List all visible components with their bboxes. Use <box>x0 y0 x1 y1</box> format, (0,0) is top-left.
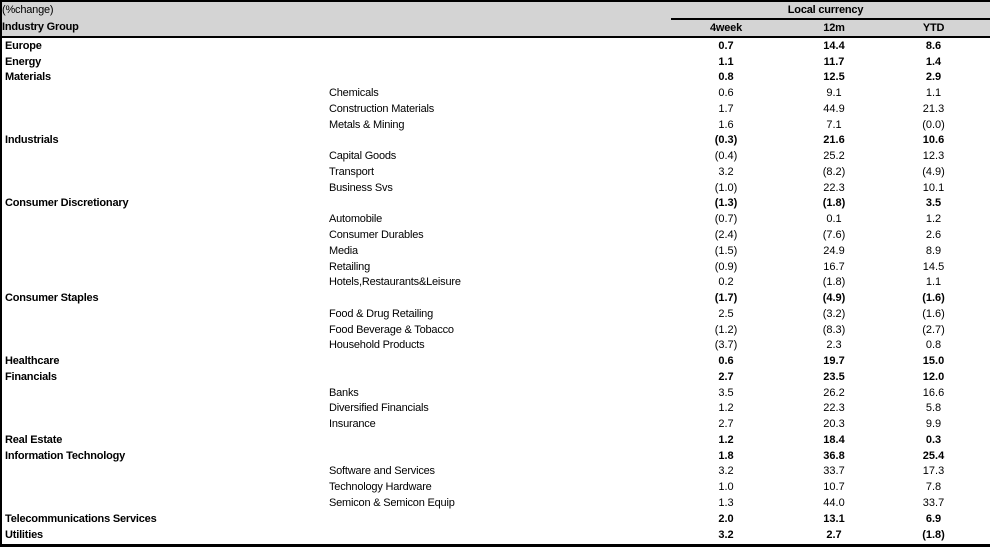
industry-group-cell: Consumer Discretionary <box>5 197 129 210</box>
sub-industry-cell: Technology Hardware <box>329 481 432 494</box>
value-cell-4week: 1.0 <box>718 481 734 494</box>
value-cell-12m: 0.1 <box>826 213 842 226</box>
sub-industry-cell <box>328 511 671 527</box>
value-cell-12m: (8.2) <box>822 165 846 178</box>
sub-industry-cell: Food Beverage & Tobacco <box>329 323 454 336</box>
value-cell-12m: 22.3 <box>823 181 845 194</box>
value-cell-ytd: 8.9 <box>925 244 942 257</box>
value-cell-4week: 1.7 <box>718 102 734 115</box>
value-cell-4week: 3.5 <box>718 386 734 399</box>
table-row <box>1 275 990 291</box>
value-cell-4week: 0.6 <box>718 355 734 368</box>
value-cell-12m: 14.4 <box>823 39 845 52</box>
value-cell-ytd: 0.3 <box>925 433 942 446</box>
table-row <box>1 511 990 527</box>
table-row <box>1 117 990 133</box>
value-cell-12m: 24.9 <box>823 244 845 257</box>
value-cell-12m: (3.2) <box>822 307 846 320</box>
table-row <box>1 259 990 275</box>
value-cell-ytd: 16.6 <box>922 386 945 399</box>
industry-group-cell <box>1 102 328 118</box>
value-cell-4week: (0.9) <box>714 260 738 273</box>
value-cell-ytd: 1.1 <box>925 276 942 289</box>
industry-group-cell <box>1 322 328 338</box>
local-currency-header: Local currency <box>671 1 990 19</box>
industry-group-cell <box>1 117 328 133</box>
value-cell-12m: 22.3 <box>823 402 845 415</box>
value-cell-ytd: 5.8 <box>925 402 942 415</box>
table-row <box>1 196 990 212</box>
value-cell-ytd: 1.2 <box>925 213 942 226</box>
value-cell-4week: (1.3) <box>714 197 738 210</box>
value-cell-ytd: 3.5 <box>925 197 942 210</box>
value-cell-4week: (0.7) <box>714 213 738 226</box>
value-cell-ytd: 33.7 <box>922 497 945 510</box>
industry-group-cell: Information Technology <box>5 449 126 462</box>
table-row <box>1 54 990 70</box>
value-cell-ytd: 12.3 <box>922 150 945 163</box>
value-cell-12m: (8.3) <box>822 323 846 336</box>
table-row <box>1 243 990 259</box>
sub-industry-cell: Hotels,Restaurants&Leisure <box>329 276 461 289</box>
value-cell-12m: 10.7 <box>823 481 845 494</box>
industry-group-cell <box>1 243 328 259</box>
sub-industry-cell: Capital Goods <box>329 150 397 163</box>
value-cell-4week: 1.6 <box>718 118 734 131</box>
industry-group-cell <box>1 385 328 401</box>
value-cell-4week: (0.3) <box>714 134 738 147</box>
sub-industry-cell <box>328 196 671 212</box>
column-header-12m: 12m <box>781 19 887 37</box>
value-cell-4week: 1.8 <box>718 449 734 462</box>
industry-group-cell <box>1 86 328 102</box>
value-cell-ytd: (1.6) <box>922 307 945 320</box>
value-cell-ytd: (1.8) <box>922 529 945 542</box>
industry-group-cell: Energy <box>5 55 42 68</box>
sub-industry-cell <box>328 354 671 370</box>
value-cell-4week: 2.7 <box>718 418 734 431</box>
value-cell-4week: 1.3 <box>718 497 734 510</box>
table-row <box>1 165 990 181</box>
value-cell-ytd: 10.6 <box>922 134 945 147</box>
value-cell-12m: 23.5 <box>823 370 845 383</box>
percent-change-label: (%change) <box>1 1 671 19</box>
value-cell-ytd: (4.9) <box>922 165 945 178</box>
value-cell-4week: 2.0 <box>718 512 734 525</box>
value-cell-4week: 0.8 <box>718 71 734 84</box>
industry-group-cell: Telecommunications Services <box>5 512 157 525</box>
value-cell-12m: 20.3 <box>823 418 845 431</box>
industry-group-cell <box>1 464 328 480</box>
table-row <box>1 228 990 244</box>
sub-industry-cell <box>328 527 671 545</box>
table-row <box>1 496 990 512</box>
table-row <box>1 385 990 401</box>
sub-industry-cell <box>328 70 671 86</box>
table-body <box>1 37 990 546</box>
sub-industry-cell <box>328 370 671 386</box>
industry-group-cell <box>1 180 328 196</box>
industry-group-cell <box>1 149 328 165</box>
table-row <box>1 180 990 196</box>
value-cell-12m: (7.6) <box>822 229 846 241</box>
industry-group-cell <box>1 496 328 512</box>
table-row <box>1 417 990 433</box>
table-row <box>1 102 990 118</box>
value-cell-ytd: 6.9 <box>925 512 942 525</box>
sub-industry-cell: Household Products <box>329 339 425 352</box>
industry-group-cell <box>1 212 328 228</box>
value-cell-12m: 36.8 <box>823 449 845 462</box>
value-cell-12m: (1.8) <box>822 276 846 289</box>
sub-industry-cell: Software and Services <box>329 465 435 478</box>
value-cell-12m: 7.1 <box>826 118 842 131</box>
value-cell-12m: 13.1 <box>823 512 845 525</box>
industry-group-cell <box>1 417 328 433</box>
industry-group-cell <box>1 401 328 417</box>
table-row <box>1 86 990 102</box>
value-cell-ytd: 8.6 <box>925 39 942 52</box>
industry-group-cell <box>1 275 328 291</box>
value-cell-4week: (3.7) <box>714 339 738 352</box>
sub-industry-cell: Media <box>329 244 358 257</box>
value-cell-12m: 2.3 <box>826 339 842 352</box>
value-cell-ytd: 1.4 <box>925 55 942 68</box>
value-cell-12m: 25.2 <box>823 150 845 163</box>
value-cell-4week: 0.7 <box>718 39 734 52</box>
table-row <box>1 37 990 54</box>
value-cell-4week: (0.4) <box>714 150 738 163</box>
table-row <box>1 133 990 149</box>
value-cell-4week: 1.2 <box>718 433 734 446</box>
table-row <box>1 306 990 322</box>
sub-industry-cell: Insurance <box>329 418 376 431</box>
value-cell-ytd: 0.8 <box>925 339 942 352</box>
header-row-top <box>1 1 990 19</box>
header-row-columns <box>1 19 990 37</box>
value-cell-ytd: (2.7) <box>922 323 945 336</box>
sub-industry-cell: Retailing <box>329 260 371 273</box>
sub-industry-cell: Metals & Mining <box>329 118 405 131</box>
value-cell-12m: (1.8) <box>822 197 846 210</box>
industry-group-cell: Consumer Staples <box>5 292 99 305</box>
sub-industry-cell: Construction Materials <box>329 102 435 115</box>
table-row <box>1 149 990 165</box>
industry-group-cell: Europe <box>5 39 42 52</box>
value-cell-ytd: 1.1 <box>925 87 942 100</box>
value-cell-12m: 11.7 <box>823 55 845 68</box>
table-row <box>1 291 990 307</box>
industry-group-cell <box>1 165 328 181</box>
value-cell-4week: (1.7) <box>714 292 738 305</box>
sub-industry-cell: Chemicals <box>329 87 379 100</box>
value-cell-12m: 2.7 <box>826 529 842 542</box>
table-row <box>1 401 990 417</box>
value-cell-4week: 1.1 <box>718 55 734 68</box>
industry-group-cell: Industrials <box>5 134 59 147</box>
industry-group-cell: Real Estate <box>5 433 63 446</box>
sub-industry-cell <box>328 133 671 149</box>
value-cell-12m: 19.7 <box>823 355 845 368</box>
value-cell-4week: 2.5 <box>718 307 734 320</box>
industry-group-cell: Healthcare <box>5 355 60 368</box>
value-cell-4week: 3.2 <box>718 465 734 478</box>
value-cell-4week: 0.2 <box>718 276 734 289</box>
value-cell-4week: 1.2 <box>718 402 734 415</box>
value-cell-4week: (2.4) <box>714 229 738 241</box>
sub-industry-cell: Banks <box>329 386 359 399</box>
value-cell-ytd: 25.4 <box>922 449 945 462</box>
table-row <box>1 448 990 464</box>
value-cell-4week: (1.0) <box>714 181 738 194</box>
value-cell-12m: 12.5 <box>823 71 845 84</box>
value-cell-12m: 44.9 <box>823 102 845 115</box>
sub-industry-cell <box>328 291 671 307</box>
table-row <box>1 212 990 228</box>
sub-industry-cell: Transport <box>329 165 374 178</box>
sub-industry-cell: Automobile <box>329 213 383 226</box>
value-cell-4week: (1.2) <box>714 323 738 336</box>
value-cell-ytd: 10.1 <box>922 181 945 194</box>
sub-industry-cell <box>328 448 671 464</box>
value-cell-12m: 44.0 <box>823 497 845 510</box>
value-cell-ytd: 15.0 <box>922 355 945 368</box>
industry-group-cell <box>1 480 328 496</box>
industry-group-cell <box>1 306 328 322</box>
value-cell-4week: (1.5) <box>714 244 738 257</box>
industry-group-cell: Materials <box>5 71 51 84</box>
value-cell-ytd: 21.3 <box>922 102 945 115</box>
sub-industry-cell: Food & Drug Retailing <box>329 307 434 320</box>
table-row <box>1 338 990 354</box>
table-row <box>1 527 990 545</box>
sub-industry-cell <box>328 37 671 54</box>
value-cell-12m: 16.7 <box>823 260 845 273</box>
table-row <box>1 354 990 370</box>
value-cell-ytd: 7.8 <box>925 481 942 494</box>
sub-industry-cell: Semicon & Semicon Equip <box>329 497 455 510</box>
value-cell-12m: 18.4 <box>823 433 845 446</box>
table-row <box>1 480 990 496</box>
value-cell-ytd: 2.9 <box>925 71 942 84</box>
table-header <box>1 1 990 37</box>
industry-group-cell: Financials <box>5 370 57 383</box>
value-cell-4week: 3.2 <box>718 529 734 542</box>
industry-group-header: Industry Group <box>1 19 671 37</box>
value-cell-12m: (4.9) <box>822 292 846 305</box>
industry-group-cell <box>1 338 328 354</box>
table-row <box>1 433 990 449</box>
column-header-ytd: YTD <box>887 19 990 37</box>
sub-industry-cell: Diversified Financials <box>329 402 429 415</box>
value-cell-12m: 21.6 <box>823 134 845 147</box>
value-cell-ytd: 17.3 <box>922 465 945 478</box>
column-header-4week: 4week <box>671 19 781 37</box>
industry-group-cell: Utilities <box>5 529 43 542</box>
value-cell-ytd: 12.0 <box>922 370 945 383</box>
value-cell-4week: 2.7 <box>718 370 734 383</box>
sub-industry-cell: Consumer Durables <box>329 229 424 241</box>
value-cell-12m: 33.7 <box>823 465 845 478</box>
value-cell-ytd: 9.9 <box>925 418 942 431</box>
value-cell-4week: 3.2 <box>718 165 734 178</box>
industry-group-cell <box>1 228 328 244</box>
table-row <box>1 322 990 338</box>
value-cell-ytd: 14.5 <box>922 260 945 273</box>
sub-industry-cell <box>328 54 671 70</box>
table-row <box>1 70 990 86</box>
sub-industry-cell <box>328 433 671 449</box>
sub-industry-cell: Business Svs <box>329 181 393 194</box>
value-cell-ytd: 2.6 <box>925 229 942 241</box>
value-cell-12m: 26.2 <box>823 386 845 399</box>
value-cell-12m: 9.1 <box>826 87 842 100</box>
table-row <box>1 370 990 386</box>
value-cell-ytd: (1.6) <box>922 292 945 305</box>
value-cell-4week: 0.6 <box>718 87 734 100</box>
industry-group-cell <box>1 259 328 275</box>
value-cell-ytd: (0.0) <box>922 118 945 131</box>
table-row <box>1 464 990 480</box>
